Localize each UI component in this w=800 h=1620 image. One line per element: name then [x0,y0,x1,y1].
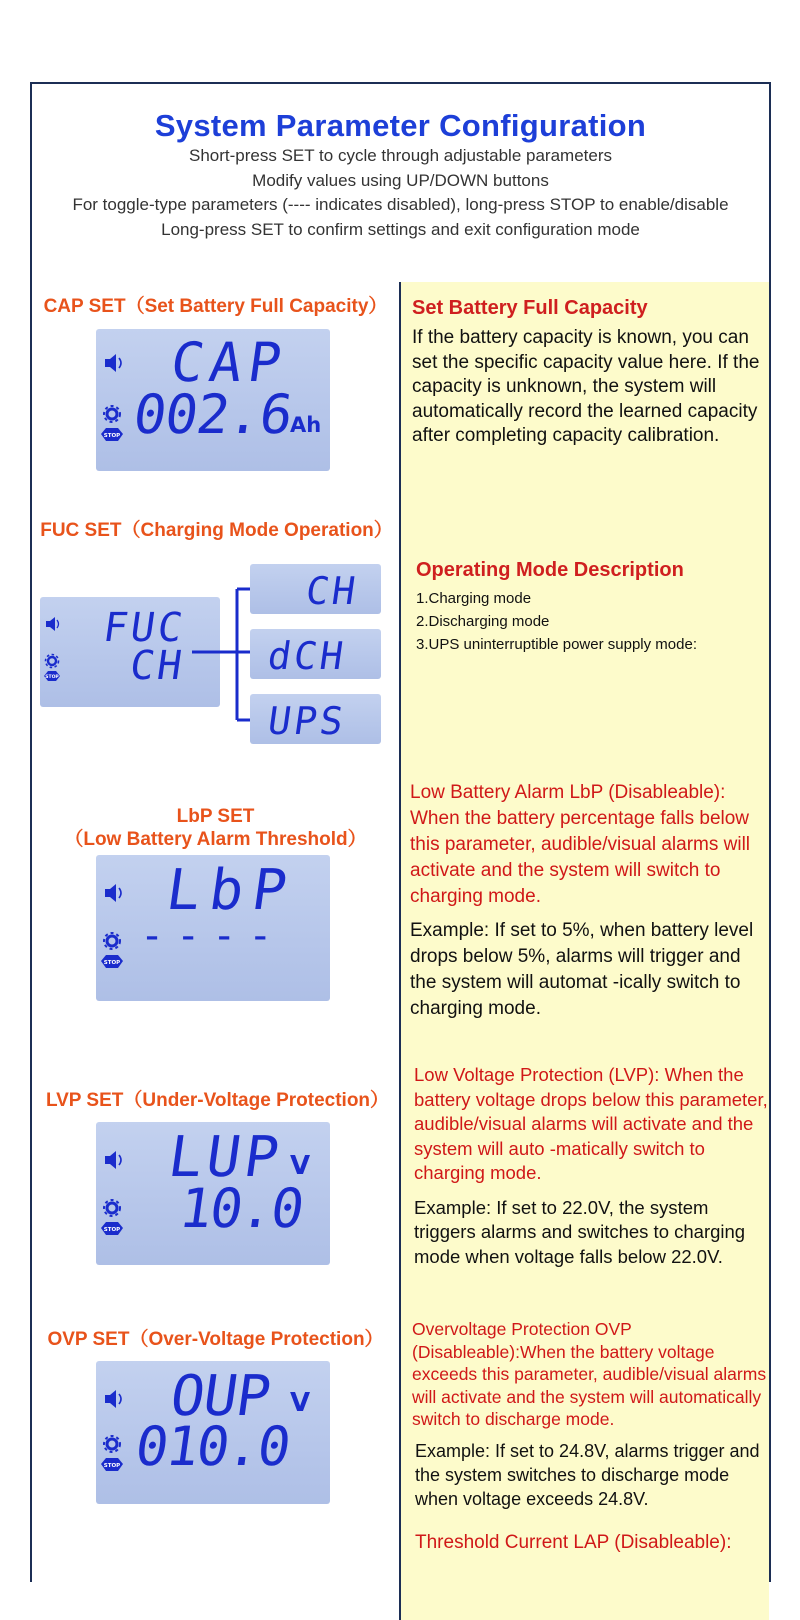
fuc-mode-2: 2.Discharging mode [416,613,550,630]
ovp-right-text: Example: If set to 24.8V, alarms trigger and the system switches to discharge mode when voltage exceeds 24.8V. [415,1440,760,1509]
fuc-row [32,489,769,765]
cap-lcd-display [96,329,330,471]
lvp-lcd-graphic [96,1122,330,1265]
fuc-mode-3: 3.UPS uninterruptible power supply mode: [416,636,697,653]
lap-right-red-text: Threshold Current LAP (Disableable): [415,1532,732,1553]
cap-lcd-top-text: CAP [166,331,292,394]
instruction-line-1: Short-press SET to cycle through adjustable parameters [188,146,612,165]
stop-icon [101,955,123,968]
cap-lcd-graphic [96,329,330,471]
lbp-left-cell [32,763,401,1053]
fuc-option-ups [250,694,381,744]
ovp-lcd-graphic [96,1361,330,1504]
lvp-lcd-display [96,1122,330,1265]
lvp-label: LVP SET（Under-Voltage Protection） [45,1090,390,1111]
lbp-right-cell [401,763,769,1053]
fuc-option-ch-text: CH [302,570,361,614]
cap-lcd-bottom-text: 002.6 [129,383,296,446]
ovp-left-cell [32,1313,401,1520]
lap-right-cell [401,1520,769,1620]
fuc-lcd-bottom-text: CH [127,643,188,689]
page-title: System Parameter Configuration [154,108,647,143]
ovp-right-red-text: Overvoltage Protection OVP (Disableable):When the battery voltage exceeds this parameter, audible/visual alarms will activate and the system will automatically switch to discharge mode. [412,1319,767,1429]
cap-right-cell [401,282,769,489]
ovp-lcd-top-text: OUP [166,1364,274,1429]
header-section [32,84,769,284]
lvp-row [32,1053,769,1315]
lbp-right-text: Example: If set to 5%, when battery level drops below 5%, alarms will trigger and the system will automat -ically switch to charging mode. [410,920,754,1019]
cap-left-cell [32,282,401,489]
ovp-lcd-bottom-text: 010.0 [131,1415,293,1478]
fuc-option-ch [250,564,381,614]
fuc-right-cell [401,489,769,763]
fuc-mode-1: 1.Charging mode [416,590,532,607]
lap-left-cell [32,1520,401,1620]
svg-text:STOP: STOP [103,1463,121,1469]
instruction-line-2: Modify values using UP/DOWN buttons [252,170,549,190]
lvp-left-cell [32,1053,401,1313]
lbp-label-1: LbP SET [176,806,255,827]
instruction-line-3: For toggle-type parameters (---- indicates disabled), long-press STOP to enable/disable [72,195,729,214]
speaker-icon [105,1151,121,1169]
speaker-icon [105,884,121,902]
lvp-right-cell [401,1053,769,1313]
stop-icon [101,1458,123,1471]
lvp-lcd-top-text: LUP [164,1125,287,1190]
lbp-row [32,763,769,1055]
stop-icon [101,1222,123,1235]
gear-icon [104,1200,120,1216]
ovp-row [32,1313,769,1522]
instruction-line-4: Long-press SET to confirm settings and exit configuration mode [161,219,640,239]
gear-icon [104,1436,120,1452]
lbp-lcd-display [96,855,330,1001]
cap-lcd-unit: Ah [290,413,322,437]
lvp-right-text: Example: If set to 22.0V, the system triggers alarms and switches to charging mode when voltage falls below 22.0V. [414,1196,746,1267]
svg-text:STOP: STOP [103,1227,121,1233]
stop-icon [101,428,123,441]
cap-row [32,282,769,491]
ovp-label: OVP SET（Over-Voltage Protection） [47,1329,384,1350]
fuc-option-dch-text: dCH [264,635,349,679]
lvp-right-red-text: Low Voltage Protection (LVP): When the battery voltage drops below this parameter, audible/visual alarms will activate and the system will auto -matically switch to charging mode. [414,1064,768,1183]
lbp-label-2: （Low Battery Alarm Threshold） [64,829,367,850]
svg-text:STOP: STOP [45,675,59,680]
cap-right-text: If the battery capacity is known, you can set the specific capacity value here. If the capacity is unknown, the system will automatically record the learned capacity after completing capacity calibration. [412,327,760,446]
fuc-label: FUC SET（Charging Mode Operation） [40,520,393,541]
lbp-lcd-graphic [96,855,330,1001]
gear-icon [104,933,120,949]
ovp-lcd-display [96,1361,330,1504]
speaker-icon [105,1390,121,1408]
speaker-icon [105,354,121,372]
ovp-lcd-unit: V [290,1388,311,1418]
fuc-left-cell [32,489,401,763]
cap-label: CAP SET（Set Battery Full Capacity） [43,296,388,317]
gear-icon [104,406,120,422]
lap-row [32,1520,769,1620]
fuc-right-title: Operating Mode Description [416,559,684,581]
config-table [30,82,771,1582]
lvp-lcd-bottom-text: 10.0 [175,1177,307,1240]
lbp-right-red-text: Low Battery Alarm LbP (Disableable): When the battery percentage falls below this parameter, audible/visual alarms will activate and the system will switch to charging mode. [410,782,751,907]
lbp-lcd-top-text: LbP [162,858,300,923]
lbp-lcd-bottom-text: ---- [140,913,285,959]
fuc-option-ups-text: UPS [264,700,349,744]
fuc-lcd-top-text: FUC [100,605,189,651]
svg-text:STOP: STOP [103,960,121,966]
ovp-right-cell [401,1313,769,1520]
lvp-lcd-unit: V [290,1151,311,1181]
svg-text:STOP: STOP [103,433,121,439]
cap-right-title: Set Battery Full Capacity [412,297,648,319]
fuc-option-dch [250,629,381,679]
